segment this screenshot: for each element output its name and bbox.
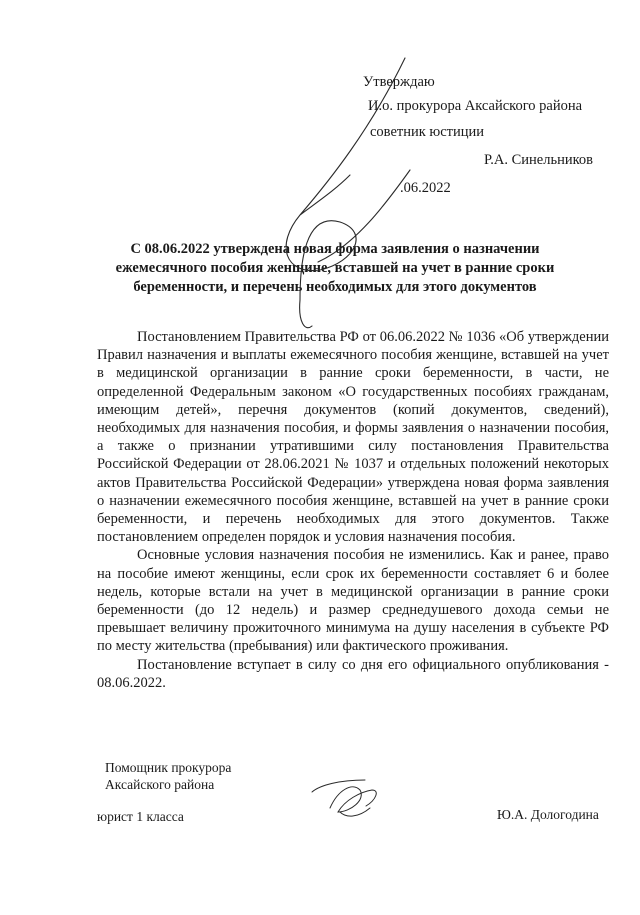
signer-position-line1: Помощник прокурора (105, 760, 232, 775)
approval-rank: советник юстиции (370, 124, 485, 140)
paragraph: Постановление вступает в силу со дня его официального опубликования - 08.06.2022. (97, 656, 609, 691)
approval-position: И.о. прокурора Аксайского района (368, 98, 583, 114)
document-title: С 08.06.2022 утверждена новая форма заявления о назначении ежемесячного пособия женщине, вставшей на учет в ранние сроки беременности, и перечень необходимых для этого документов (115, 241, 555, 295)
approval-heading: Утверждаю (363, 74, 435, 90)
signer-signature (312, 780, 376, 816)
approval-date: .06.2022 (400, 180, 451, 196)
signer-rank: юрист 1 класса (97, 809, 184, 824)
paragraph: Основные условия назначения пособия не изменились. Как и ранее, право на пособие имеют женщины, если срок их беременности составляет 6 и более недель, которые встали на учет в медицинской организации в ранние сроки беременности (до 12 недель) и размер среднедушевого дохода семьи не превышает величину прожиточного минимума на душу населения в субъекте РФ по месту жительства (пребывания) или фактического проживания. (97, 547, 609, 655)
document-body (97, 328, 609, 692)
paragraph: Постановлением Правительства РФ от 06.06.2022 № 1036 «Об утверждении Правил назначения и выплаты ежемесячного пособия женщине, вставшей на учет в медицинской организации в ранние сроки беременности, в части, не определенной Федеральным законом «О государственных пособиях гражданам, имеющим детей», перечня документов (копий документов, сведений), необходимых для назначения пособия, и формы заявления о назначении пособия, а также о признании утратившими силу постановления Правительства Российской Федерации от 28.06.2021 № 1037 и отдельных положений некоторых актов Правительства Российской Федерации» утверждена новая форма заявления о назначении ежемесячного пособия женщине, вставшей на учет в ранние сроки беременности, и перечень необходимых для этого документов. Также постановлением определен порядок и условия назначения пособия. (97, 329, 609, 546)
approval-name: Р.А. Синельников (484, 152, 593, 168)
signer-name: Ю.А. Дологодина (497, 807, 599, 822)
signer-position-line2: Аксайского района (105, 777, 215, 792)
